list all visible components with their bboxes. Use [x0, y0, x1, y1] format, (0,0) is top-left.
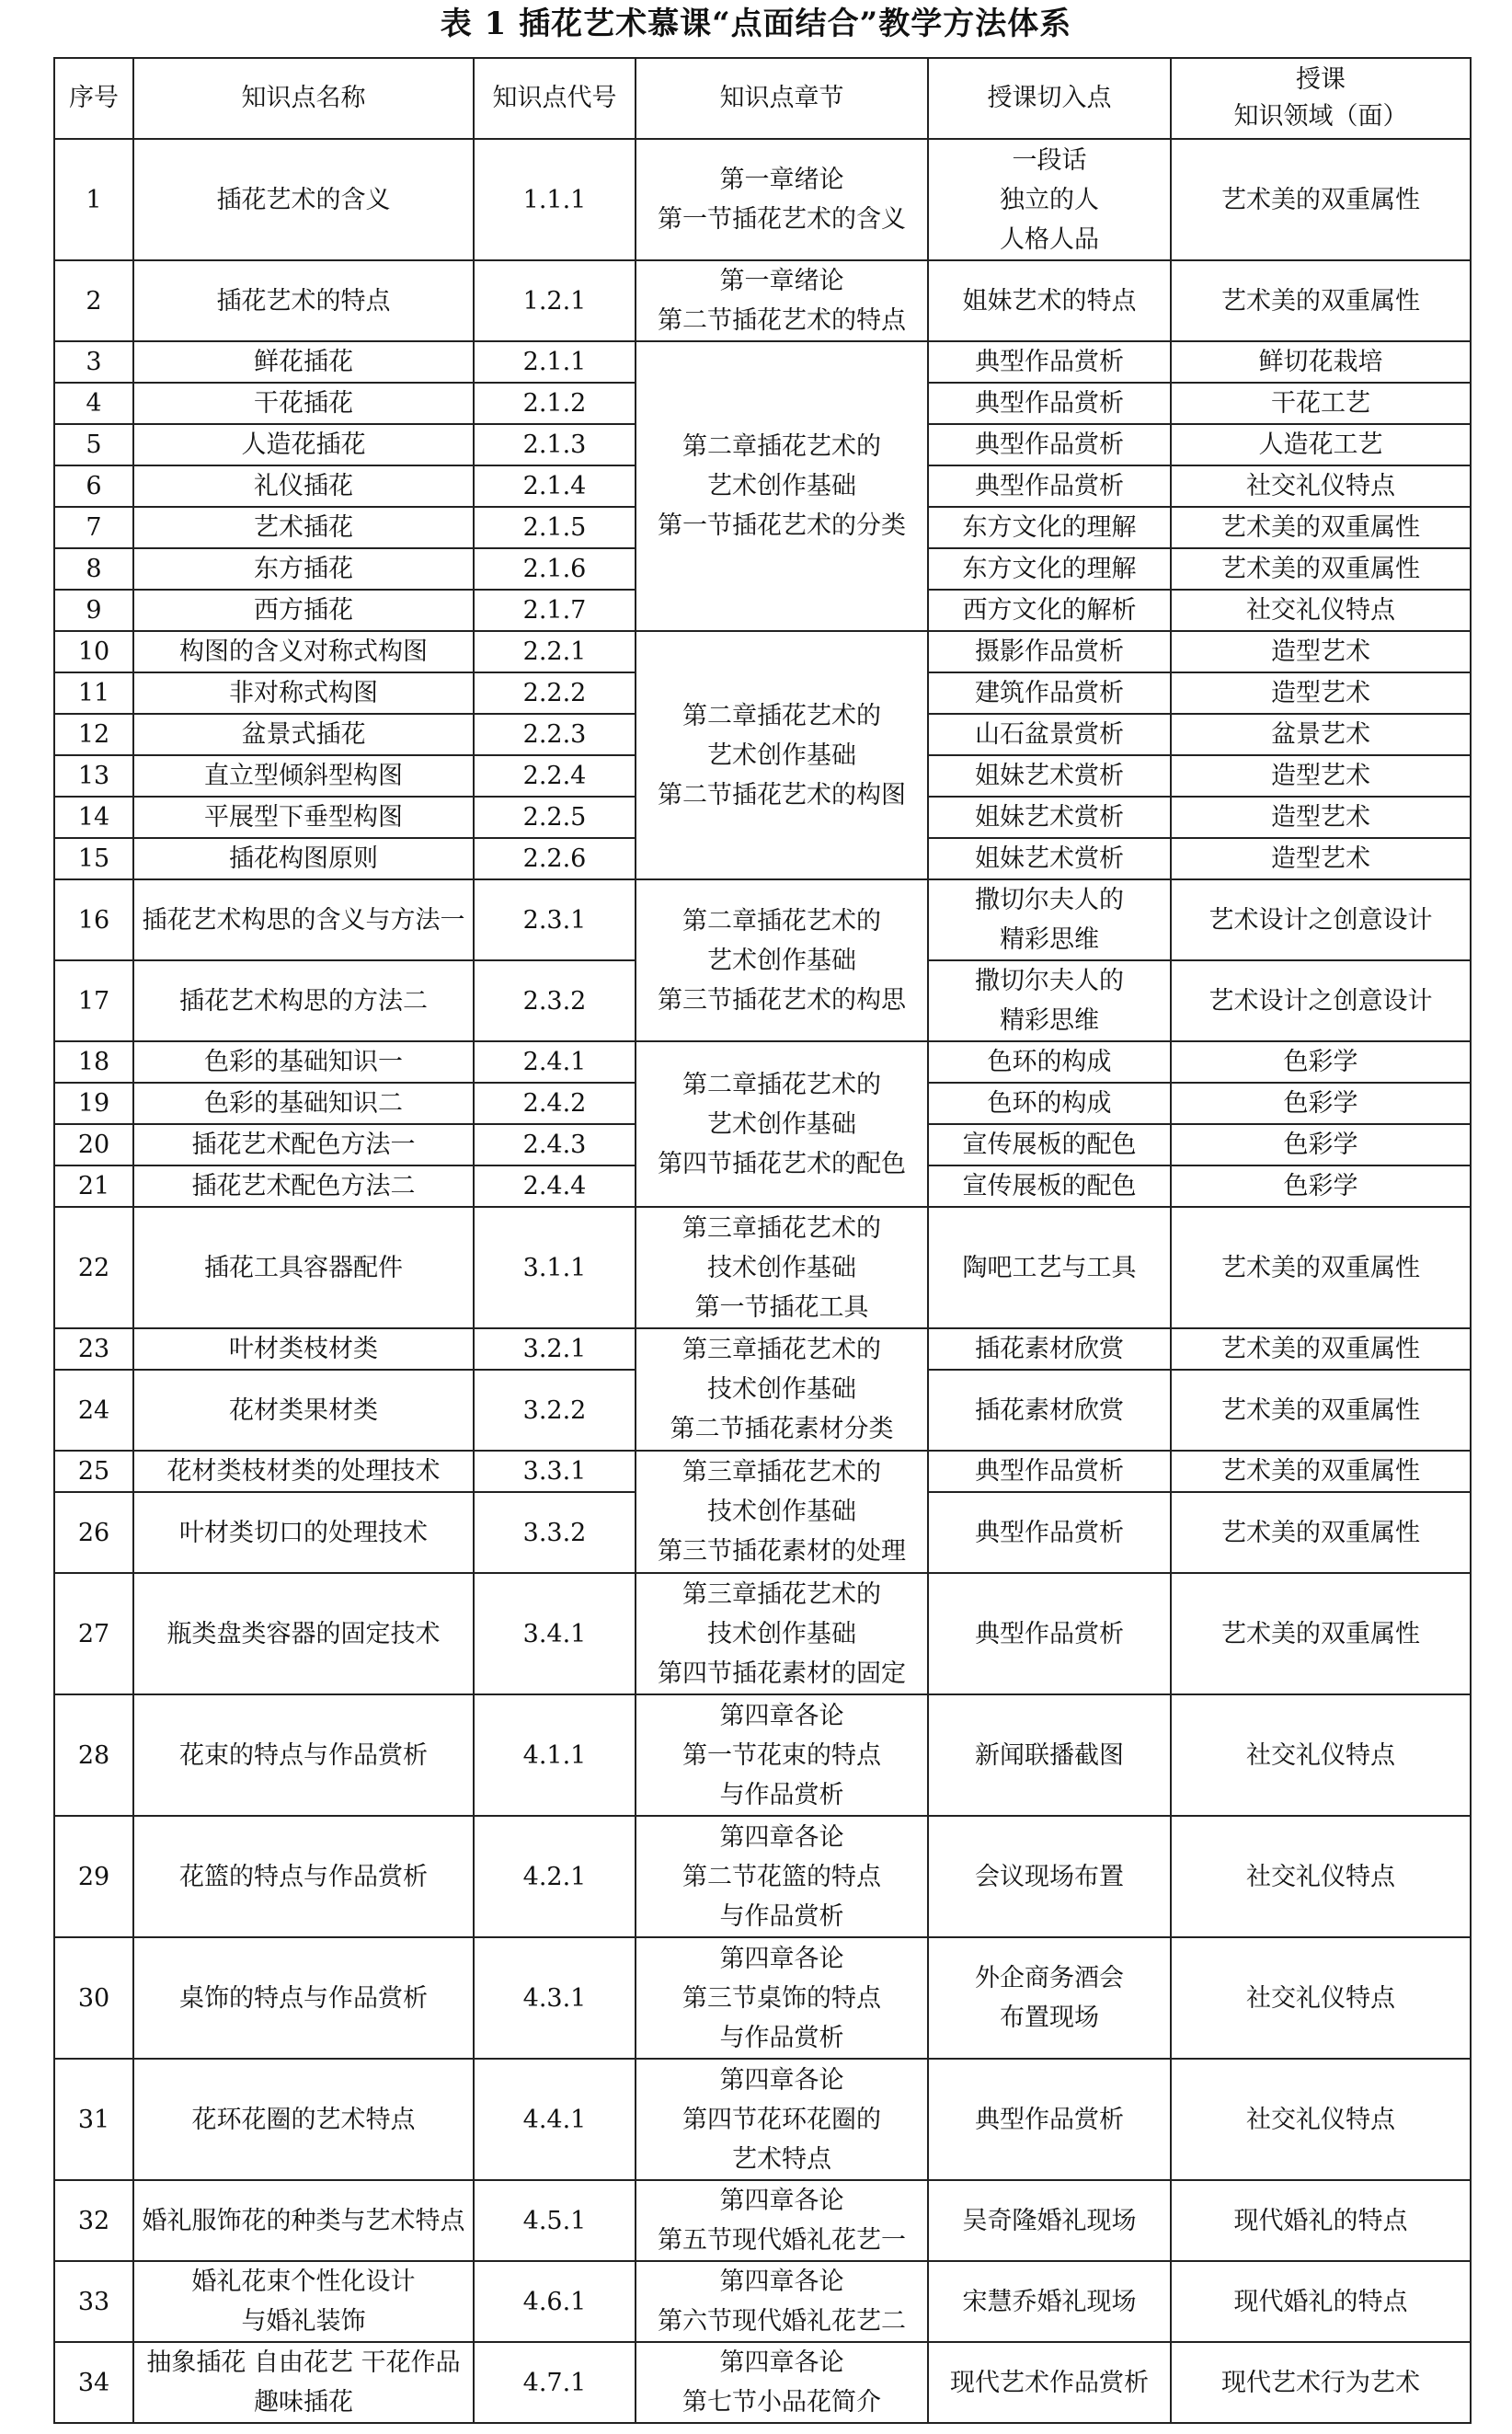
cell-index: 7	[54, 507, 133, 548]
cell-index: 32	[54, 2180, 133, 2261]
cell-index: 25	[54, 1451, 133, 1492]
table-row	[54, 1937, 1471, 2059]
table-row	[54, 631, 1471, 672]
cell-code: 4.5.1	[474, 2180, 636, 2261]
cell-entry: 建筑作品赏析	[928, 672, 1171, 714]
cell-name: 婚礼服饰花的种类与艺术特点	[133, 2180, 474, 2261]
cell-chapter: 第一章绪论 第二节插花艺术的特点	[636, 260, 928, 341]
table-row	[54, 341, 1471, 383]
cell-domain: 色彩学	[1171, 1083, 1471, 1124]
cell-chapter: 第四章各论 第六节现代婚礼花艺二	[636, 2261, 928, 2342]
cell-domain: 艺术美的双重属性	[1171, 1573, 1471, 1694]
cell-entry: 姐妹艺术赏析	[928, 797, 1171, 838]
cell-entry: 山石盆景赏析	[928, 714, 1171, 755]
cell-code: 2.1.1	[474, 341, 636, 383]
cell-name: 花材类枝材类的处理技术	[133, 1451, 474, 1492]
cell-entry: 插花素材欣赏	[928, 1328, 1171, 1370]
cell-code: 2.1.7	[474, 590, 636, 631]
header-row	[54, 58, 1471, 139]
cell-domain: 社交礼仪特点	[1171, 1816, 1471, 1937]
table-row	[54, 139, 1471, 260]
cell-entry: 插花素材欣赏	[928, 1370, 1171, 1451]
cell-index: 20	[54, 1124, 133, 1165]
cell-index: 17	[54, 960, 133, 1041]
cell-name: 鲜花插花	[133, 341, 474, 383]
cell-entry: 姐妹艺术赏析	[928, 838, 1171, 879]
cell-index: 33	[54, 2261, 133, 2342]
cell-name: 插花艺术的特点	[133, 260, 474, 341]
cell-name: 东方插花	[133, 548, 474, 590]
table-row	[54, 2261, 1471, 2342]
cell-name: 桌饰的特点与作品赏析	[133, 1937, 474, 2059]
cell-code: 3.2.1	[474, 1328, 636, 1370]
cell-code: 2.4.2	[474, 1083, 636, 1124]
cell-index: 31	[54, 2059, 133, 2180]
cell-chapter: 第四章各论 第二节花篮的特点 与作品赏析	[636, 1816, 928, 1937]
cell-index: 13	[54, 755, 133, 797]
cell-name: 盆景式插花	[133, 714, 474, 755]
cell-index: 21	[54, 1165, 133, 1207]
cell-name: 人造花插花	[133, 424, 474, 465]
cell-code: 2.1.2	[474, 383, 636, 424]
cell-domain: 艺术美的双重属性	[1171, 1328, 1471, 1370]
cell-code: 4.2.1	[474, 1816, 636, 1937]
header-code: 知识点代号	[474, 58, 636, 139]
cell-index: 29	[54, 1816, 133, 1937]
cell-chapter: 第二章插花艺术的 艺术创作基础 第三节插花艺术的构思	[636, 879, 928, 1041]
cell-code: 2.2.1	[474, 631, 636, 672]
cell-code: 1.2.1	[474, 260, 636, 341]
cell-entry: 宣传展板的配色	[928, 1124, 1171, 1165]
cell-index: 26	[54, 1492, 133, 1573]
header-entry: 授课切入点	[928, 58, 1171, 139]
cell-code: 2.2.2	[474, 672, 636, 714]
cell-domain: 色彩学	[1171, 1041, 1471, 1083]
cell-name: 艺术插花	[133, 507, 474, 548]
table-row	[54, 260, 1471, 341]
cell-chapter: 第四章各论 第七节小品花简介	[636, 2342, 928, 2423]
cell-chapter: 第四章各论 第四节花环花圈的 艺术特点	[636, 2059, 928, 2180]
cell-name: 花篮的特点与作品赏析	[133, 1816, 474, 1937]
cell-index: 5	[54, 424, 133, 465]
cell-chapter: 第四章各论 第五节现代婚礼花艺一	[636, 2180, 928, 2261]
cell-domain: 艺术美的双重属性	[1171, 548, 1471, 590]
cell-code: 2.1.6	[474, 548, 636, 590]
cell-entry: 宣传展板的配色	[928, 1165, 1171, 1207]
table-title: 表 1 插花艺术慕课“点面结合”教学方法体系	[440, 6, 1072, 42]
cell-code: 2.3.2	[474, 960, 636, 1041]
cell-chapter: 第三章插花艺术的 技术创作基础 第四节插花素材的固定	[636, 1573, 928, 1694]
cell-name: 插花艺术配色方法一	[133, 1124, 474, 1165]
cell-name: 花束的特点与作品赏析	[133, 1694, 474, 1816]
cell-name: 西方插花	[133, 590, 474, 631]
cell-index: 27	[54, 1573, 133, 1694]
cell-domain: 社交礼仪特点	[1171, 1937, 1471, 2059]
cell-entry: 典型作品赏析	[928, 1492, 1171, 1573]
header-chapter: 知识点章节	[636, 58, 928, 139]
cell-name: 非对称式构图	[133, 672, 474, 714]
cell-domain: 艺术美的双重属性	[1171, 1451, 1471, 1492]
cell-name: 叶材类切口的处理技术	[133, 1492, 474, 1573]
cell-entry: 东方文化的理解	[928, 548, 1171, 590]
cell-entry: 一段话 独立的人 人格人品	[928, 139, 1171, 260]
header-name: 知识点名称	[133, 58, 474, 139]
cell-entry: 典型作品赏析	[928, 424, 1171, 465]
cell-name: 抽象插花 自由花艺 干花作品 趣味插花	[133, 2342, 474, 2423]
cell-name: 直立型倾斜型构图	[133, 755, 474, 797]
cell-name: 插花构图原则	[133, 838, 474, 879]
cell-domain: 现代婚礼的特点	[1171, 2180, 1471, 2261]
cell-chapter: 第三章插花艺术的 技术创作基础 第一节插花工具	[636, 1207, 928, 1328]
cell-chapter: 第二章插花艺术的 艺术创作基础 第二节插花艺术的构图	[636, 631, 928, 879]
cell-index: 1	[54, 139, 133, 260]
cell-domain: 艺术设计之创意设计	[1171, 879, 1471, 960]
cell-name: 礼仪插花	[133, 465, 474, 507]
cell-entry: 典型作品赏析	[928, 2059, 1171, 2180]
table-row	[54, 1328, 1471, 1370]
table-row	[54, 1816, 1471, 1937]
cell-index: 9	[54, 590, 133, 631]
cell-index: 34	[54, 2342, 133, 2423]
cell-index: 19	[54, 1083, 133, 1124]
cell-index: 4	[54, 383, 133, 424]
header-domain: 授课 知识领域（面）	[1171, 58, 1471, 139]
cell-entry: 东方文化的理解	[928, 507, 1171, 548]
cell-index: 23	[54, 1328, 133, 1370]
cell-name: 婚礼花束个性化设计 与婚礼装饰	[133, 2261, 474, 2342]
cell-name: 色彩的基础知识一	[133, 1041, 474, 1083]
cell-code: 2.3.1	[474, 879, 636, 960]
table-row	[54, 1041, 1471, 1083]
cell-name: 花材类果材类	[133, 1370, 474, 1451]
cell-code: 2.1.3	[474, 424, 636, 465]
cell-name: 瓶类盘类容器的固定技术	[133, 1573, 474, 1694]
cell-code: 4.7.1	[474, 2342, 636, 2423]
cell-entry: 撒切尔夫人的 精彩思维	[928, 879, 1171, 960]
cell-domain: 色彩学	[1171, 1165, 1471, 1207]
cell-index: 16	[54, 879, 133, 960]
cell-chapter: 第一章绪论 第一节插花艺术的含义	[636, 139, 928, 260]
cell-domain: 造型艺术	[1171, 838, 1471, 879]
cell-code: 2.4.1	[474, 1041, 636, 1083]
cell-index: 6	[54, 465, 133, 507]
cell-name: 插花艺术构思的含义与方法一	[133, 879, 474, 960]
cell-domain: 人造花工艺	[1171, 424, 1471, 465]
cell-domain: 艺术美的双重属性	[1171, 139, 1471, 260]
cell-code: 2.1.5	[474, 507, 636, 548]
table-row	[54, 2059, 1471, 2180]
cell-entry: 新闻联播截图	[928, 1694, 1171, 1816]
cell-code: 3.1.1	[474, 1207, 636, 1328]
cell-name: 叶材类枝材类	[133, 1328, 474, 1370]
cell-domain: 艺术美的双重属性	[1171, 1492, 1471, 1573]
cell-code: 2.2.3	[474, 714, 636, 755]
cell-code: 2.4.4	[474, 1165, 636, 1207]
cell-domain: 社交礼仪特点	[1171, 590, 1471, 631]
cell-entry: 摄影作品赏析	[928, 631, 1171, 672]
cell-code: 2.4.3	[474, 1124, 636, 1165]
cell-name: 干花插花	[133, 383, 474, 424]
cell-entry: 吴奇隆婚礼现场	[928, 2180, 1171, 2261]
table-row	[54, 1573, 1471, 1694]
cell-chapter: 第二章插花艺术的 艺术创作基础 第一节插花艺术的分类	[636, 341, 928, 631]
cell-code: 2.2.6	[474, 838, 636, 879]
cell-domain: 鲜切花栽培	[1171, 341, 1471, 383]
cell-entry: 陶吧工艺与工具	[928, 1207, 1171, 1328]
cell-name: 构图的含义对称式构图	[133, 631, 474, 672]
cell-name: 插花艺术的含义	[133, 139, 474, 260]
cell-entry: 色环的构成	[928, 1083, 1171, 1124]
cell-code: 1.1.1	[474, 139, 636, 260]
cell-domain: 现代婚礼的特点	[1171, 2261, 1471, 2342]
table-row	[54, 1451, 1471, 1492]
table-wrapper	[53, 57, 1470, 2424]
cell-entry: 宋慧乔婚礼现场	[928, 2261, 1171, 2342]
cell-name: 花环花圈的艺术特点	[133, 2059, 474, 2180]
cell-domain: 造型艺术	[1171, 672, 1471, 714]
cell-code: 2.1.4	[474, 465, 636, 507]
cell-chapter: 第三章插花艺术的 技术创作基础 第三节插花素材的处理	[636, 1451, 928, 1573]
cell-chapter: 第二章插花艺术的 艺术创作基础 第四节插花艺术的配色	[636, 1041, 928, 1207]
table-row	[54, 2180, 1471, 2261]
cell-name: 色彩的基础知识二	[133, 1083, 474, 1124]
cell-name: 平展型下垂型构图	[133, 797, 474, 838]
cell-index: 2	[54, 260, 133, 341]
cell-entry: 典型作品赏析	[928, 1573, 1171, 1694]
cell-index: 14	[54, 797, 133, 838]
table-body	[54, 139, 1471, 2423]
cell-index: 3	[54, 341, 133, 383]
table-row	[54, 879, 1471, 960]
table-row	[54, 2342, 1471, 2423]
cell-domain: 社交礼仪特点	[1171, 2059, 1471, 2180]
cell-domain: 干花工艺	[1171, 383, 1471, 424]
cell-code: 3.2.2	[474, 1370, 636, 1451]
cell-name: 插花艺术构思的方法二	[133, 960, 474, 1041]
cell-domain: 造型艺术	[1171, 797, 1471, 838]
cell-entry: 西方文化的解析	[928, 590, 1171, 631]
cell-index: 24	[54, 1370, 133, 1451]
cell-index: 11	[54, 672, 133, 714]
cell-code: 3.3.1	[474, 1451, 636, 1492]
cell-entry: 现代艺术作品赏析	[928, 2342, 1171, 2423]
cell-entry: 会议现场布置	[928, 1816, 1171, 1937]
cell-entry: 典型作品赏析	[928, 465, 1171, 507]
cell-entry: 色环的构成	[928, 1041, 1171, 1083]
cell-index: 30	[54, 1937, 133, 2059]
cell-domain: 色彩学	[1171, 1124, 1471, 1165]
cell-name: 插花艺术配色方法二	[133, 1165, 474, 1207]
cell-entry: 姐妹艺术赏析	[928, 755, 1171, 797]
cell-domain: 造型艺术	[1171, 631, 1471, 672]
cell-domain: 现代艺术行为艺术	[1171, 2342, 1471, 2423]
cell-entry: 典型作品赏析	[928, 383, 1171, 424]
cell-name: 插花工具容器配件	[133, 1207, 474, 1328]
cell-domain: 艺术美的双重属性	[1171, 1370, 1471, 1451]
cell-code: 4.1.1	[474, 1694, 636, 1816]
cell-index: 15	[54, 838, 133, 879]
cell-chapter: 第三章插花艺术的 技术创作基础 第二节插花素材分类	[636, 1328, 928, 1451]
cell-chapter: 第四章各论 第三节桌饰的特点 与作品赏析	[636, 1937, 928, 2059]
cell-index: 18	[54, 1041, 133, 1083]
cell-entry: 撒切尔夫人的 精彩思维	[928, 960, 1171, 1041]
cell-entry: 典型作品赏析	[928, 1451, 1171, 1492]
cell-domain: 社交礼仪特点	[1171, 1694, 1471, 1816]
cell-index: 28	[54, 1694, 133, 1816]
cell-code: 2.2.4	[474, 755, 636, 797]
cell-index: 10	[54, 631, 133, 672]
knowledge-point-table	[53, 57, 1472, 2424]
cell-domain: 社交礼仪特点	[1171, 465, 1471, 507]
cell-code: 4.3.1	[474, 1937, 636, 2059]
cell-code: 4.6.1	[474, 2261, 636, 2342]
cell-code: 3.3.2	[474, 1492, 636, 1573]
table-row	[54, 1694, 1471, 1816]
cell-code: 3.4.1	[474, 1573, 636, 1694]
cell-domain: 艺术设计之创意设计	[1171, 960, 1471, 1041]
cell-domain: 艺术美的双重属性	[1171, 507, 1471, 548]
cell-index: 22	[54, 1207, 133, 1328]
cell-index: 12	[54, 714, 133, 755]
cell-chapter: 第四章各论 第一节花束的特点 与作品赏析	[636, 1694, 928, 1816]
cell-domain: 艺术美的双重属性	[1171, 1207, 1471, 1328]
cell-index: 8	[54, 548, 133, 590]
header-index: 序号	[54, 58, 133, 139]
cell-code: 2.2.5	[474, 797, 636, 838]
cell-domain: 艺术美的双重属性	[1171, 260, 1471, 341]
cell-code: 4.4.1	[474, 2059, 636, 2180]
cell-entry: 典型作品赏析	[928, 341, 1171, 383]
cell-domain: 造型艺术	[1171, 755, 1471, 797]
cell-entry: 姐妹艺术的特点	[928, 260, 1171, 341]
table-row	[54, 1207, 1471, 1328]
cell-entry: 外企商务酒会 布置现场	[928, 1937, 1171, 2059]
cell-domain: 盆景艺术	[1171, 714, 1471, 755]
